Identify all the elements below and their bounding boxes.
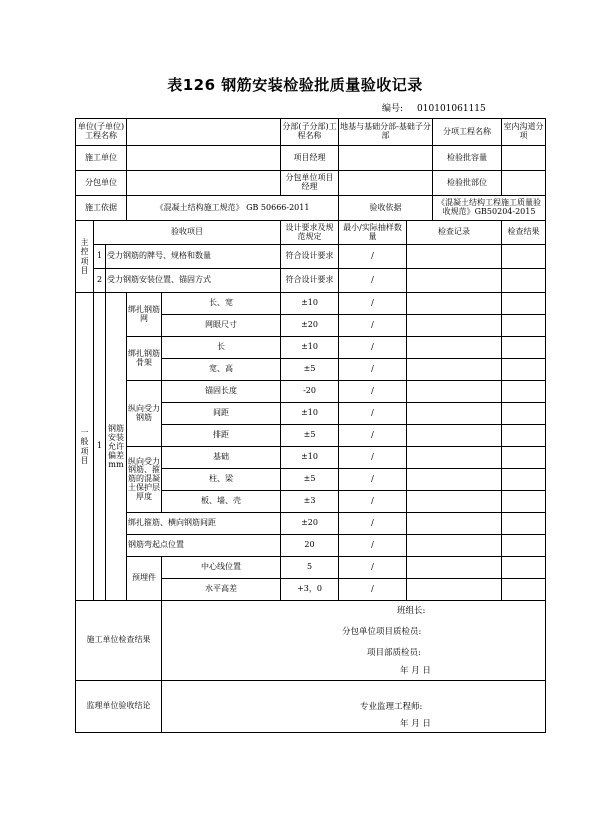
general-no: 1 [94,293,106,601]
general-result[interactable] [502,447,546,469]
general-record[interactable] [407,403,502,425]
general-record[interactable] [407,491,502,513]
general-qty[interactable]: / [339,315,407,337]
general-req: +3，0 [281,579,339,601]
table-row [76,245,546,269]
general-qty[interactable]: / [339,579,407,601]
general-item: 钢筋弯起点位置 [127,535,281,557]
general-req: -20 [281,381,339,403]
engineer-label: 专业监理工程师: [360,702,423,712]
general-req: 20 [281,535,339,557]
group-embed: 预埋件 [127,557,162,601]
page-title: 表126 钢筋安装检验批质量验收记录 [167,76,423,94]
table-row [76,557,546,579]
main-item-result[interactable] [502,245,546,269]
subcontract-label: 分包单位 [76,171,127,196]
supervision-check-area[interactable] [162,681,546,733]
supervision-check-label: 监理单位验收结论 [76,681,162,733]
main-item-name: 受力钢筋安装位置、锚固方式 [106,269,281,293]
item-value[interactable]: 室内沟道分项 [502,119,546,146]
unit-value[interactable] [127,119,281,146]
general-qty[interactable]: / [339,293,407,315]
builder-label: 施工单位 [76,146,127,171]
manager-label: 项目经理 [281,146,339,171]
sub-inspector-label: 分包单位项目质检员: [342,627,422,637]
table-row [76,293,546,315]
general-req: ±10 [281,293,339,315]
general-item: 宽、高 [162,359,281,381]
general-req: ±5 [281,359,339,381]
part-label: 检验批部位 [433,171,502,196]
general-record[interactable] [407,337,502,359]
general-item: 水平高差 [162,579,281,601]
basis-value: 《混凝土结构施工规范》 GB 50666-2011 [127,196,339,221]
main-item-record[interactable] [407,269,502,293]
general-qty[interactable]: / [339,359,407,381]
item-label: 分项工程名称 [433,119,502,146]
accept-basis-value: 《混凝土结构工程施工质量验收规范》GB50204-2015 [433,196,546,221]
general-req: ±10 [281,403,339,425]
general-req: ±20 [281,315,339,337]
main-item-qty[interactable]: / [339,269,407,293]
col-result: 检查结果 [502,221,546,245]
general-item: 长 [162,337,281,359]
general-record[interactable] [407,513,502,535]
general-req: ±5 [281,425,339,447]
general-item: 柱、梁 [162,469,281,491]
general-req: ±10 [281,337,339,359]
capacity-value[interactable] [502,146,546,171]
general-item: 网眼尺寸 [162,315,281,337]
construction-check-label: 施工单位检查结果 [76,601,162,681]
general-qty[interactable]: / [339,513,407,535]
general-record[interactable] [407,535,502,557]
main-item-record[interactable] [407,245,502,269]
table-row [76,447,546,469]
team-leader-label: 班组长: [397,606,426,616]
general-record[interactable] [407,447,502,469]
table-row [76,337,546,359]
tolerance-category: 钢筋安装允许偏差mm [106,293,127,601]
subcontract-value[interactable] [127,171,281,196]
group-mesh: 绑扎钢筋网 [127,293,162,337]
general-result[interactable] [502,491,546,513]
manager-value[interactable] [339,146,433,171]
general-item: 板、墙、壳 [162,491,281,513]
table-row [76,381,546,403]
general-item: 间距 [162,403,281,425]
general-req: ±10 [281,447,339,469]
sub-value[interactable]: 地基与基础分部-基础子分部 [339,119,433,146]
part-value[interactable] [502,171,546,196]
general-result[interactable] [502,315,546,337]
general-qty[interactable]: / [339,535,407,557]
general-record[interactable] [407,381,502,403]
general-qty[interactable]: / [339,403,407,425]
general-record[interactable] [407,315,502,337]
main-item-req: 符合设计要求 [281,269,339,293]
inspection-record-form [75,118,545,752]
general-record[interactable] [407,469,502,491]
col-req: 设计要求及规范规定 [281,221,339,245]
main-item-req: 符合设计要求 [281,245,339,269]
main-items-label: 主控项目 [76,221,94,293]
main-no: 2 [94,269,106,293]
general-item: 锚固长度 [162,381,281,403]
general-record[interactable] [407,425,502,447]
main-no: 1 [94,245,106,269]
general-req: ±20 [281,513,339,535]
general-qty[interactable]: / [339,381,407,403]
general-result[interactable] [502,337,546,359]
col-item: 验收项目 [94,221,281,245]
builder-value[interactable] [127,146,281,171]
construction-check-area[interactable] [162,601,546,681]
group-cover: 纵向受力钢筋、箍筋的混凝土保护层厚度 [127,447,162,513]
general-item: 中心线位置 [162,557,281,579]
unit-label: 单位(子单位)工程名称 [76,119,127,146]
code-value: 010101061115 [417,104,486,114]
sub-label: 分部(子分部)工程名称 [281,119,339,146]
general-result[interactable] [502,513,546,535]
general-qty[interactable]: / [339,425,407,447]
general-result[interactable] [502,381,546,403]
record-table [75,118,546,733]
general-result[interactable] [502,425,546,447]
general-result[interactable] [502,535,546,557]
general-req: ±5 [281,469,339,491]
general-req: 5 [281,557,339,579]
general-result[interactable] [502,469,546,491]
general-record[interactable] [407,579,502,601]
group-force: 纵向受力钢筋 [127,381,162,447]
col-record: 检查记录 [407,221,502,245]
general-qty[interactable]: / [339,469,407,491]
main-item-qty[interactable]: / [339,245,407,269]
sub-manager-value[interactable] [339,171,433,196]
general-result[interactable] [502,557,546,579]
general-result[interactable] [502,579,546,601]
table-row [76,535,546,557]
general-items-label: 一般项目 [76,293,94,601]
general-result[interactable] [502,403,546,425]
col-qty: 最小/实际抽样数量 [339,221,407,245]
general-result[interactable] [502,359,546,381]
table-row [76,269,546,293]
record-code [382,101,486,114]
supervision-date: 年 月 日 [400,719,431,729]
table-row [76,513,546,535]
general-req: ±3 [281,491,339,513]
general-record[interactable] [407,557,502,579]
sub-manager-label: 分包单位项目经理 [281,171,339,196]
general-item: 排距 [162,425,281,447]
general-record[interactable] [407,293,502,315]
main-item-result[interactable] [502,269,546,293]
group-cage: 绑扎钢筋骨架 [127,337,162,381]
capacity-label: 检验批容量 [433,146,502,171]
general-result[interactable] [502,293,546,315]
code-label: 编号: [382,104,404,114]
construction-date: 年 月 日 [400,666,431,676]
inspector-label: 项目部质检员: [367,648,421,658]
general-record[interactable] [407,359,502,381]
general-qty[interactable]: / [339,337,407,359]
general-qty[interactable]: / [339,447,407,469]
basis-label: 施工依据 [76,196,127,221]
main-item-name: 受力钢筋的牌号、规格和数量 [106,245,281,269]
general-item: 长、宽 [162,293,281,315]
general-item: 基础 [162,447,281,469]
general-qty[interactable]: / [339,491,407,513]
general-item: 绑扎箍筋、横向钢筋间距 [127,513,281,535]
accept-basis-label: 验收依据 [339,196,433,221]
general-qty[interactable]: / [339,557,407,579]
